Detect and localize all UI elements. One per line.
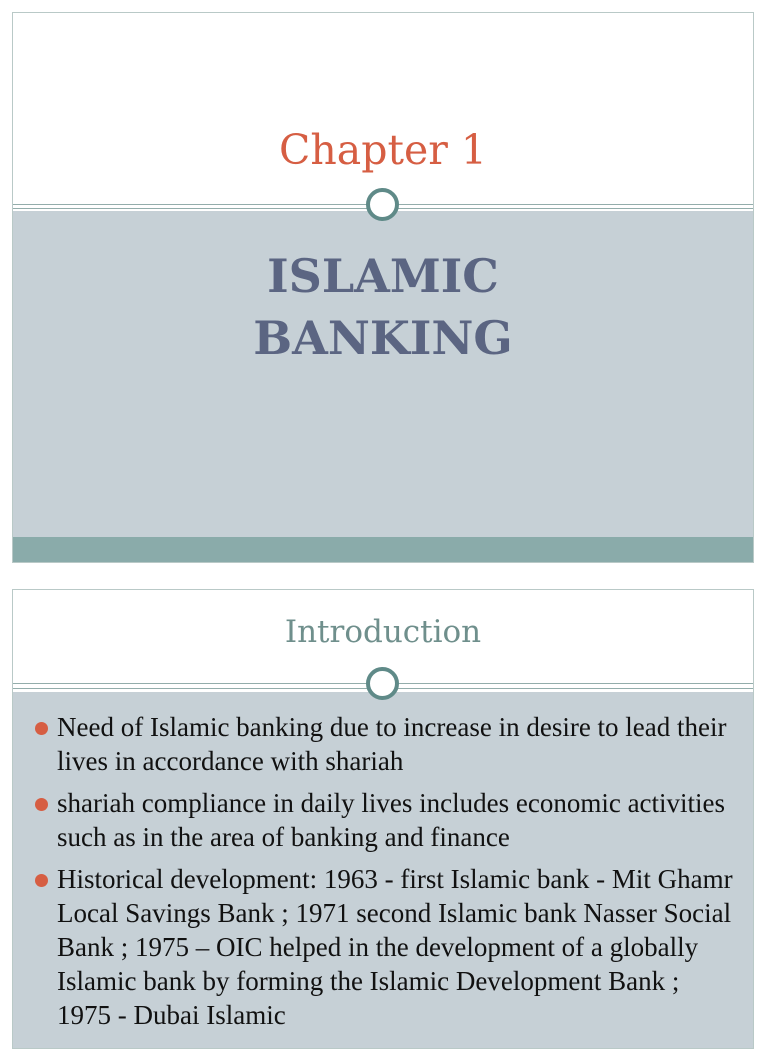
bullet-item: [35, 862, 739, 1032]
bullet-dot-icon: [35, 874, 48, 887]
chapter-heading: Chapter 1: [279, 126, 487, 174]
bullet-list: [35, 710, 739, 1040]
bullet-dot-icon: [35, 798, 48, 811]
ring-icon: [366, 667, 399, 700]
main-title: [13, 245, 753, 369]
main-title-line: BANKING: [253, 311, 513, 365]
bullet-text: Need of Islamic banking due to increase in desire to lead their lives in accordance with shariah: [57, 712, 727, 776]
bullet-item: [35, 786, 739, 854]
slide-footer-band: [13, 537, 753, 563]
bullet-item: [35, 710, 739, 778]
slide-title-area: [13, 13, 753, 204]
main-title-line: ISLAMIC: [267, 249, 499, 303]
slide-title: Introduction: [284, 614, 482, 650]
bullet-text: shariah compliance in daily lives includes economic activities such as in the area of banking and finance: [57, 788, 726, 852]
slide-introduction: [12, 589, 754, 1049]
bullet-dot-icon: [35, 722, 48, 735]
ring-icon: [366, 188, 399, 221]
bullet-text: Historical development: 1963 - first Islamic bank - Mit Ghamr Local Savings Bank ; 1971 second Islamic bank Nasser Social Bank ; 1975 – OIC helped in the development of a globally Islamic bank by forming the Islamic Development Bank ; 1975 - Dubai Islamic: [57, 864, 733, 1030]
slide-chapter-title: [12, 12, 754, 563]
